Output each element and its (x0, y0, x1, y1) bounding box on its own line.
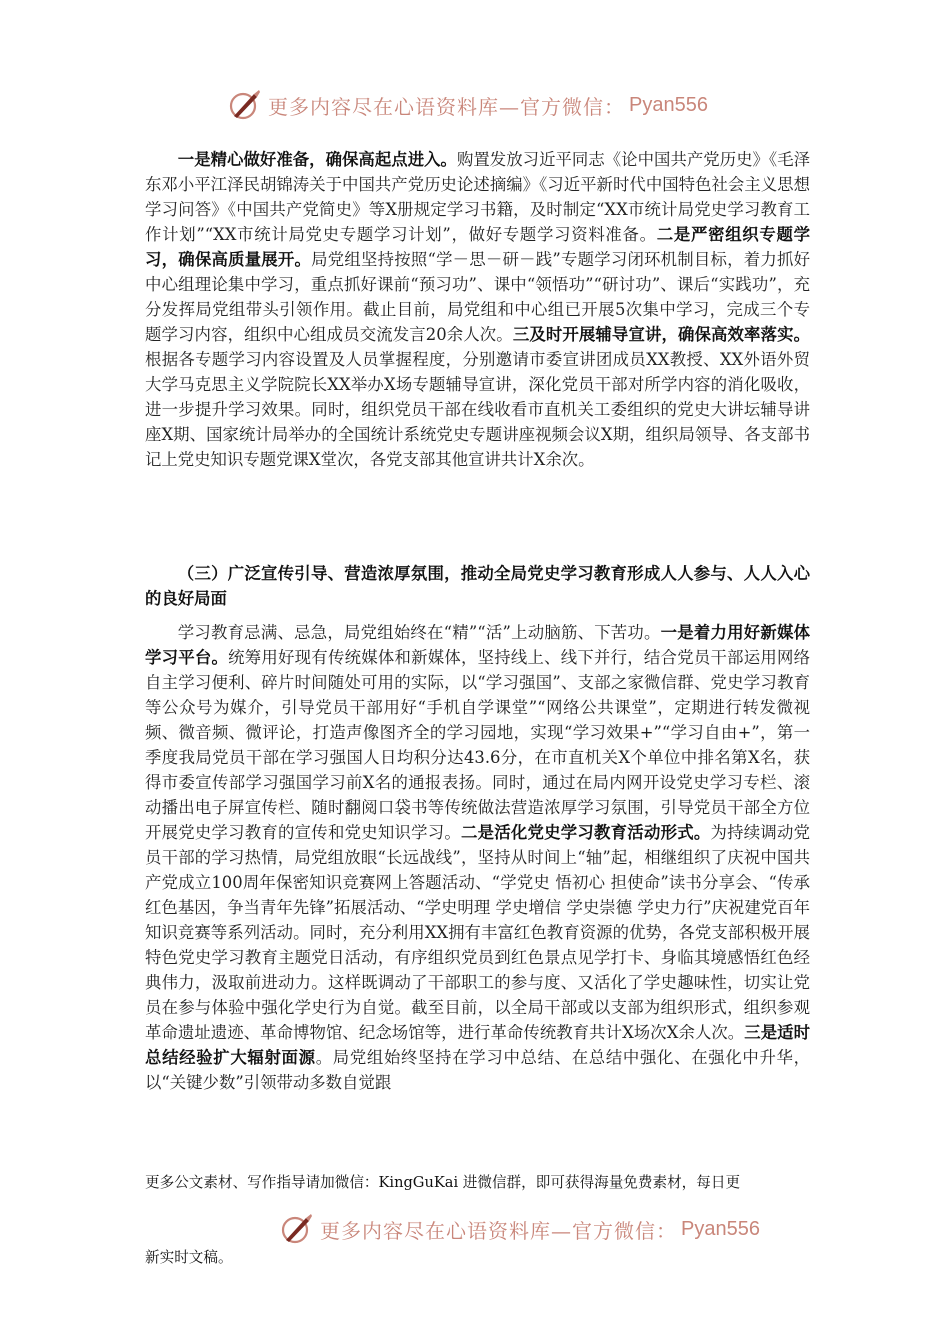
point-3-text: 。局党组始终坚持在学习中总结、在总结中强化、在强化中升华，以“关键少数”引领带动多数自觉跟 (145, 1048, 810, 1092)
watermark-text: 更多内容尽在心语资料库—官方微信： (320, 1218, 677, 1243)
watermark-banner-bottom (280, 1209, 780, 1249)
intro-text: 学习教育忌满、忌急，局党组始终在“精”“活”上动脑筋、下苦功。 (177, 623, 661, 642)
point-2-text: 局党组坚持按照“学－思－研－践”专题学习闭环机制目标，着力抓好中心组理论集中学习，重点抓好课前“预习功”、课中“领悟功”“研讨功”、课后“实践功”，充分发挥局党组带头引领作用。截止目前，局党组和中心组已开展5次集中学习，完成三个专题学习内容，组织中心组成员交流发言20余人次。 (145, 250, 810, 344)
pen-logo-icon (228, 88, 262, 122)
bold-point-1: 一是精心做好准备，确保高起点进入。 (177, 150, 457, 169)
bold-point-3: 三是适时总结经验扩大辐射面源 (145, 1023, 810, 1067)
bold-point-1: 一是着力用好新媒体学习平台。 (145, 623, 810, 667)
promo-line-tail: 新实时文稿。 (145, 1249, 233, 1266)
watermark-wechat-id: Pyan556 (681, 1217, 760, 1240)
point-3-text: 根据各专题学习内容设置及人员掌握程度，分别邀请市委宣讲团成员XX教授、XX外语外贸大学马克思主义学院院长XX举办X场专题辅导宣讲，深化党员干部对所学内容的消化吸收，进一步提升学习效果。同时，组织党员干部在线收看市直机关工委组织的党史大讲坛辅导讲座X期、国家统计局举办的全国统计系统党史专题讲座视频会议X期，组织局领导、各支部书记上党史知识专题党课X堂次，各党支部其他宣讲共计X余次。 (145, 350, 810, 469)
pen-logo-icon (280, 1212, 314, 1246)
bold-point-3: 三及时开展辅导宣讲，确保高效率落实。 (512, 325, 810, 344)
bold-point-2: 二是活化党史学习教育活动形式。 (461, 823, 711, 842)
promo-line: 更多公文素材、写作指导请加微信：KingGuKai 进微信群，即可获得海量免费素材，每日更 (145, 1174, 741, 1191)
bold-point-2: 二是严密组织专题学习，确保高质量展开。 (145, 225, 811, 269)
watermark-wechat-id: Pyan556 (629, 93, 708, 116)
point-1-text: 统筹用好现有传统媒体和新媒体，坚持线上、线下并行，结合党员干部运用网络自主学习便利、碎片时间随处可用的实际，以“学习强国”、支部之家微信群、党史学习教育等公众号为媒介，引导党员干部用好“手机自学课堂”“网络公共课堂”，定期进行转发微视频、微音频、微评论，打造声像图齐全的学习园地，实现“学习效果+”“学习自由+”，第一季度我局党员干部在学习强国人日均积分达43.6分，在市直机关X个单位中排名第X名，获得市委宣传部学习强国学习前X名的通报表扬。同时，通过在局内网开设党史学习专栏、滚动播出电子屏宣传栏、随时翻阅口袋书等传统做法营造浓厚学习氛围，引导党员干部全方位开展党史学习教育的宣传和党史知识学习。 (145, 648, 810, 842)
watermark-banner-top (228, 85, 728, 125)
section3-paragraph (145, 620, 810, 1095)
point-1-text: 购置发放习近平同志《论中国共产党历史》《毛泽东邓小平江泽民胡锦涛关于中国共产党历史论述摘编》《习近平新时代中国特色社会主义思想学习问答》《中国共产党简史》等X册规定学习书籍，及时制定“XX市统计局党史学习教育工作计划”“XX市统计局党史专题学习计划”，做好专题学习资料准备。 (145, 150, 811, 244)
point-2-text: 为持续调动党员干部的学习热情，局党组放眼“长远战线”，坚持从时间上“轴”起，相继组织了庆祝中国共产党成立100周年保密知识竞赛网上答题活动、“学党史 悟初心 担使命”读书分享会、“传承红色基因，争当青年先锋”拓展活动、“学史明理 学史增信 学史崇德 学史力行”庆祝建党百年知识竞赛等系列活动。同时，充分利用XX拥有丰富红色教育资源的优势，各党支部积极开展特色党史学习教育主题党日活动，有序组织党员到红色景点见学打卡、身临其境感悟红色经典伟力，汲取前进动力。这样既调动了干部职工的参与度、又活化了学史趣味性，切实让党员在参与体验中强化学史行为自觉。截至目前，以全局干部或以支部为组织形式，组织参观革命遗址遗迹、革命博物馆、纪念场馆等，进行革命传统教育共计X场次X余人次。 (145, 823, 811, 1042)
section3-heading: （三）广泛宣传引导、营造浓厚氛围，推动全局党史学习教育形成人人参与、人人入心的良好局面 (145, 564, 810, 608)
watermark-text: 更多内容尽在心语资料库—官方微信： (268, 94, 625, 119)
section2-paragraph (145, 147, 810, 472)
